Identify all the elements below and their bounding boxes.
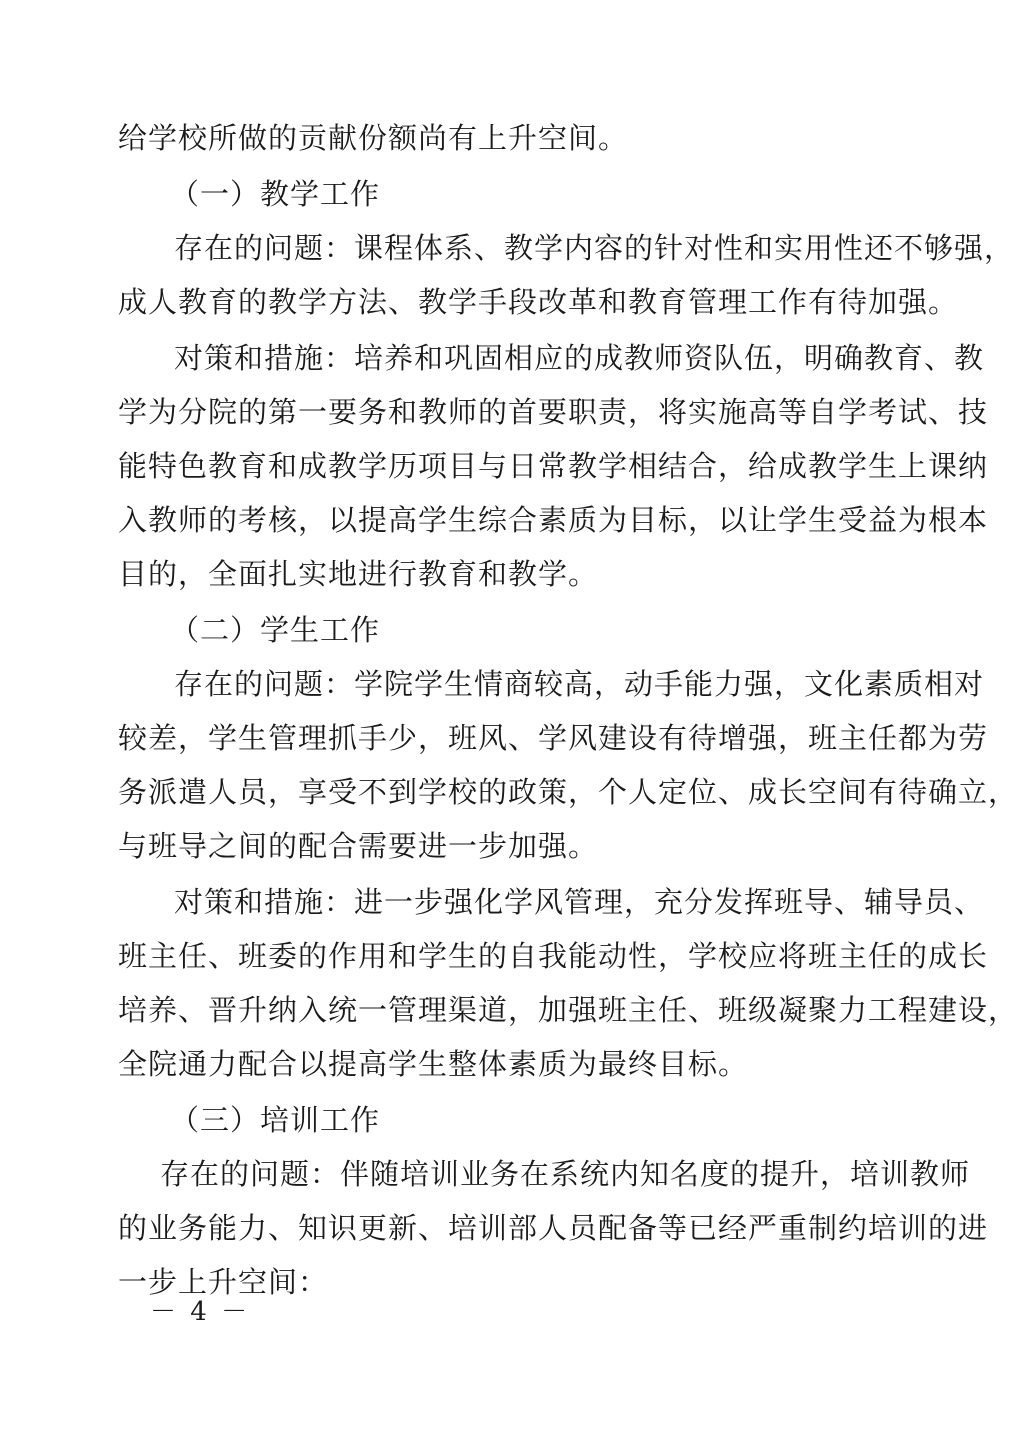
body-text-line: 存在的问题：学院学生情商较高，动手能力强，文化素质相对 [174, 667, 985, 701]
body-text-line: 目的，全面扎实地进行教育和教学。 [118, 557, 599, 591]
section-heading-teaching: （一）教学工作 [170, 177, 381, 211]
section-heading-training: （三）培训工作 [170, 1103, 381, 1137]
body-text-line: 学为分院的第一要务和教师的首要职责，将实施高等自学考试、技 [118, 395, 989, 429]
section-heading-students: （二）学生工作 [170, 613, 381, 647]
body-text-line: 存在的问题：伴随培训业务在系统内知名度的提升，培训教师 [160, 1157, 971, 1191]
body-text-line: 的业务能力、知识更新、培训部人员配备等已经严重制约培训的进 [118, 1211, 989, 1245]
body-text-line: 给学校所做的贡献份额尚有上升空间。 [118, 121, 629, 155]
body-text-line: 班主任、班委的作用和学生的自我能动性，学校应将班主任的成长 [118, 939, 989, 973]
body-text-line: 能特色教育和成教学历项目与日常教学相结合，给成教学生上课纳 [118, 449, 989, 483]
page-number: － 4 － [150, 1297, 251, 1327]
body-text-line: 一步上升空间： [118, 1265, 329, 1299]
body-text-line: 存在的问题：课程体系、教学内容的针对性和实用性还不够强， [174, 231, 1015, 265]
body-text-line: 培养、晋升纳入统一管理渠道，加强班主任、班级凝聚力工程建设， [118, 993, 1019, 1027]
body-text-line: 入教师的考核，以提高学生综合素质为目标，以让学生受益为根本 [118, 503, 989, 537]
body-text-line: 成人教育的教学方法、教学手段改革和教育管理工作有待加强。 [118, 285, 959, 319]
body-text-line: 对策和措施：培养和巩固相应的成教师资队伍，明确教育、教 [174, 341, 985, 375]
body-text-line: 务派遣人员，享受不到学校的政策，个人定位、成长空间有待确立， [118, 775, 1019, 809]
body-text-line: 对策和措施：进一步强化学风管理，充分发挥班导、辅导员、 [174, 885, 985, 919]
body-text-line: 与班导之间的配合需要进一步加强。 [118, 829, 599, 863]
body-text-line: 全院通力配合以提高学生整体素质为最终目标。 [118, 1047, 749, 1081]
body-text-line: 较差，学生管理抓手少，班风、学风建设有待增强，班主任都为劳 [118, 721, 989, 755]
